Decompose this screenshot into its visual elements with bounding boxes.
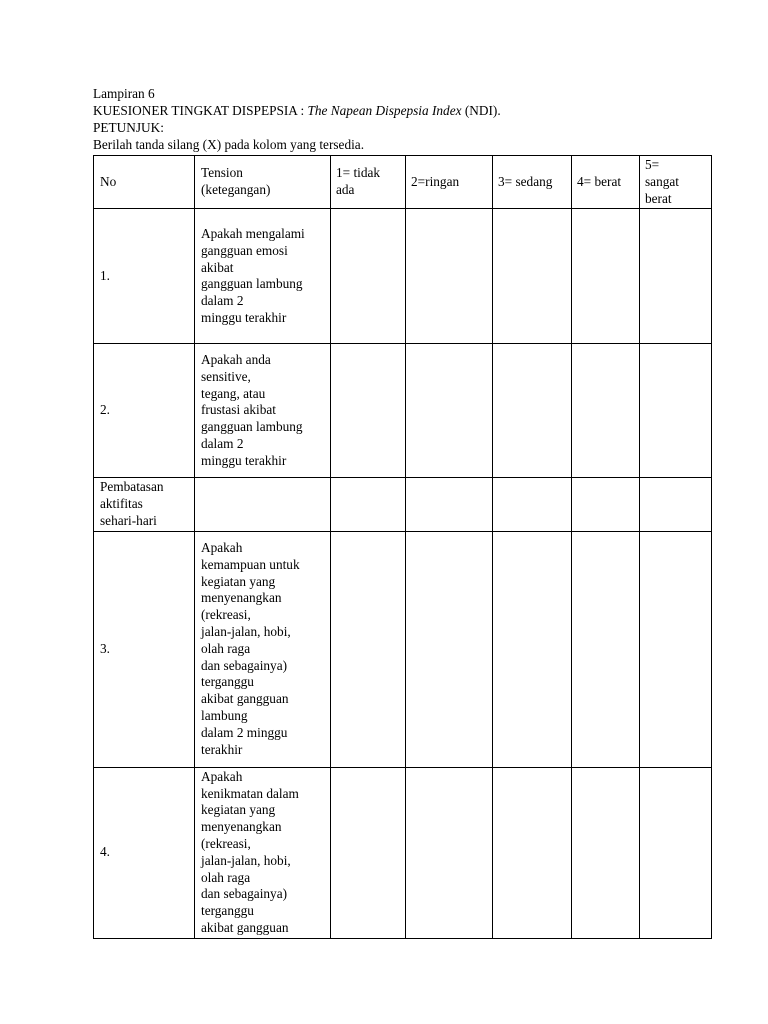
header-scale-5-line: sangat xyxy=(645,173,679,189)
question-line: jalan-jalan, hobi, xyxy=(201,624,291,640)
answer-cell-1[interactable] xyxy=(331,767,406,938)
answer-cell-5[interactable] xyxy=(640,209,712,344)
question-line: (rekreasi, xyxy=(201,607,251,623)
answer-cell-5[interactable] xyxy=(640,344,712,478)
header-tension-line: (ketegangan) xyxy=(201,182,271,198)
header-tension-line: Tension xyxy=(201,165,243,181)
table-row xyxy=(94,344,712,478)
answer-cell-2[interactable] xyxy=(406,344,493,478)
row-number: 1. xyxy=(94,209,195,344)
question-line: lambung xyxy=(201,708,248,724)
question-text xyxy=(195,767,331,938)
question-line: kegiatan yang xyxy=(201,573,276,589)
question-line: terganggu xyxy=(201,674,254,690)
question-line: akibat gangguan xyxy=(201,919,289,935)
section-title xyxy=(94,478,195,531)
answer-cell-3[interactable] xyxy=(493,344,572,478)
question-line: dalam 2 minggu xyxy=(201,724,288,740)
answer-cell-3[interactable] xyxy=(493,531,572,767)
question-line: olah raga xyxy=(201,869,251,885)
answer-cell-4[interactable] xyxy=(572,767,640,938)
question-line: menyenangkan xyxy=(201,590,282,606)
question-line: (rekreasi, xyxy=(201,835,251,851)
section-empty-cell xyxy=(195,478,331,531)
question-line: gangguan emosi xyxy=(201,242,288,258)
title-italic: The Napean Dispepsia Index xyxy=(307,103,462,118)
answer-cell-1[interactable] xyxy=(331,344,406,478)
answer-cell-1[interactable] xyxy=(331,209,406,344)
row-number: 3. xyxy=(94,531,195,767)
answer-cell-5[interactable] xyxy=(640,767,712,938)
document-title xyxy=(93,103,501,119)
question-line: dan sebagainya) xyxy=(201,657,288,673)
header-scale-1-line: ada xyxy=(336,182,355,198)
question-line: kegiatan yang xyxy=(201,802,276,818)
answer-cell-5[interactable] xyxy=(640,531,712,767)
answer-cell-4[interactable] xyxy=(572,344,640,478)
page-label: Lampiran 6 xyxy=(93,86,155,101)
section-empty-cell xyxy=(406,478,493,531)
question-line: dalam 2 xyxy=(201,436,244,452)
question-line: terakhir xyxy=(201,741,243,757)
question-line: sensitive, xyxy=(201,368,251,384)
header-scale-5-line: berat xyxy=(645,190,672,206)
question-line: tegang, atau xyxy=(201,385,266,401)
instructions-label: PETUNJUK: xyxy=(93,120,164,135)
question-line: dalam 2 xyxy=(201,293,244,309)
question-line: minggu terakhir xyxy=(201,452,287,468)
question-line: gangguan lambung xyxy=(201,419,303,435)
header-scale-4: 4= berat xyxy=(572,156,640,209)
question-line: Apakah xyxy=(201,768,243,784)
header-scale-2: 2=ringan xyxy=(406,156,493,209)
table-row xyxy=(94,531,712,767)
answer-cell-2[interactable] xyxy=(406,209,493,344)
question-text xyxy=(195,531,331,767)
section-empty-cell xyxy=(331,478,406,531)
header-no: No xyxy=(94,156,195,209)
question-line: menyenangkan xyxy=(201,819,282,835)
section-row xyxy=(94,478,712,531)
question-line: kenikmatan dalam xyxy=(201,785,299,801)
table-row xyxy=(94,767,712,938)
question-line: jalan-jalan, hobi, xyxy=(201,852,291,868)
table-row xyxy=(94,209,712,344)
answer-cell-4[interactable] xyxy=(572,209,640,344)
header-tension xyxy=(195,156,331,209)
questionnaire-table xyxy=(93,155,712,939)
answer-cell-3[interactable] xyxy=(493,767,572,938)
question-text xyxy=(195,344,331,478)
question-line: frustasi akibat xyxy=(201,402,276,418)
answer-cell-2[interactable] xyxy=(406,531,493,767)
header-scale-1-line: 1= tidak xyxy=(336,165,381,181)
question-line: kemampuan untuk xyxy=(201,556,300,572)
header-scale-5-line: 5= xyxy=(645,157,660,172)
question-line: gangguan lambung xyxy=(201,276,303,292)
title-suffix: (NDI). xyxy=(461,103,501,118)
question-line: dan sebagainya) xyxy=(201,886,288,902)
answer-cell-1[interactable] xyxy=(331,531,406,767)
question-line: minggu terakhir xyxy=(201,309,287,325)
question-text xyxy=(195,209,331,344)
question-line: Apakah xyxy=(201,540,243,556)
section-title-line: sehari-hari xyxy=(100,512,157,528)
header-scale-1 xyxy=(331,156,406,209)
section-title-line: aktifitas xyxy=(100,496,143,512)
section-empty-cell xyxy=(493,478,572,531)
question-line: terganggu xyxy=(201,903,254,919)
question-line: Apakah mengalami xyxy=(201,226,305,241)
row-number: 2. xyxy=(94,344,195,478)
instructions-text: Berilah tanda silang (X) pada kolom yang tersedia. xyxy=(93,137,365,152)
question-line: olah raga xyxy=(201,640,251,656)
section-empty-cell xyxy=(640,478,712,531)
section-empty-cell xyxy=(572,478,640,531)
header-scale-5 xyxy=(640,156,712,209)
answer-cell-4[interactable] xyxy=(572,531,640,767)
title-prefix: KUESIONER TINGKAT DISPEPSIA : xyxy=(93,103,308,118)
answer-cell-2[interactable] xyxy=(406,767,493,938)
header-scale-3: 3= sedang xyxy=(493,156,572,209)
section-title-line: Pembatasan xyxy=(100,479,164,495)
question-line: akibat gangguan xyxy=(201,691,289,707)
row-number: 4. xyxy=(94,767,195,938)
question-line: akibat xyxy=(201,259,234,275)
question-line: Apakah anda xyxy=(201,352,271,368)
answer-cell-3[interactable] xyxy=(493,209,572,344)
header-row xyxy=(94,156,712,209)
